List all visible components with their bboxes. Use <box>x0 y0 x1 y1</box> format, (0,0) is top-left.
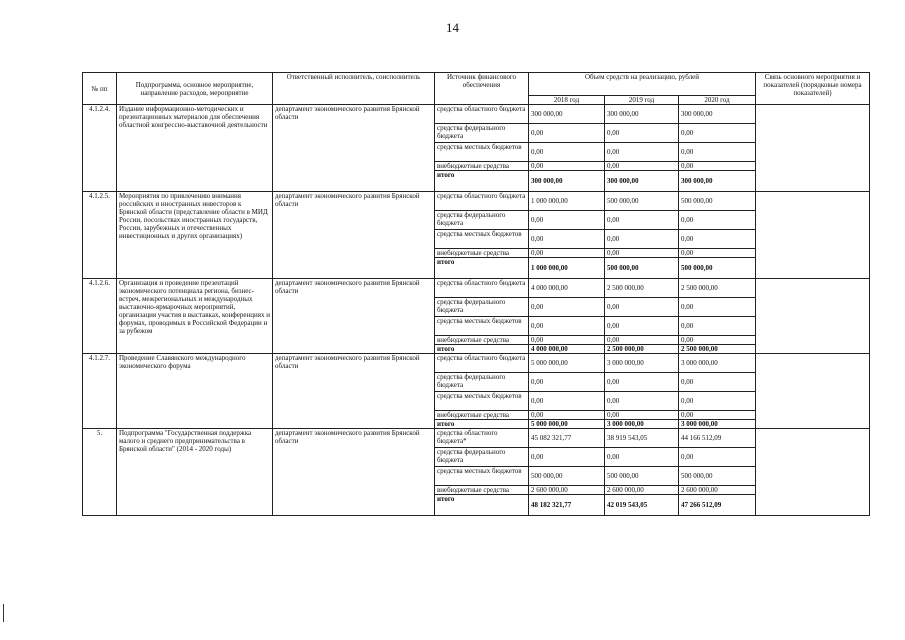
amount-2018: 2 600 000,00 <box>529 486 605 495</box>
funding-source: средства областного бюджета <box>435 279 529 298</box>
amount-2020: 0,00 <box>679 143 756 162</box>
funding-source: итого <box>435 495 529 516</box>
row-code: 4.1.2.5. <box>83 192 117 279</box>
funding-source: средства местных бюджетов <box>435 317 529 336</box>
amount-2019: 2 500 000,00 <box>605 345 679 354</box>
amount-2018: 0,00 <box>529 162 605 171</box>
amount-2019: 0,00 <box>605 448 679 467</box>
amount-2020: 2 600 000,00 <box>679 486 756 495</box>
amount-2018: 500 000,00 <box>529 467 605 486</box>
table-body <box>83 105 870 516</box>
row-indicator-link <box>756 279 870 354</box>
table-row <box>83 354 870 373</box>
amount-2019: 42 019 543,05 <box>605 495 679 516</box>
amount-2018: 48 182 321,77 <box>529 495 605 516</box>
amount-2018: 1 000 000,00 <box>529 192 605 211</box>
col-header-link: Связь основного мероприятия и показателей (порядковые номера показателей) <box>756 73 870 105</box>
amount-2019: 500 000,00 <box>605 467 679 486</box>
amount-2019: 300 000,00 <box>605 171 679 192</box>
funding-source: средства федерального бюджета <box>435 298 529 317</box>
amount-2020: 300 000,00 <box>679 171 756 192</box>
amount-2018: 0,00 <box>529 230 605 249</box>
col-header-2020: 2020 год <box>679 96 756 105</box>
funding-source: внебюджетные средства <box>435 162 529 171</box>
col-header-2018: 2018 год <box>529 96 605 105</box>
amount-2018: 0,00 <box>529 317 605 336</box>
col-header-2019: 2019 год <box>605 96 679 105</box>
funding-source: внебюджетные средства <box>435 411 529 420</box>
funding-source: средства областного бюджета <box>435 105 529 124</box>
row-indicator-link <box>756 192 870 279</box>
amount-2019: 2 600 000,00 <box>605 486 679 495</box>
amount-2019: 0,00 <box>605 336 679 345</box>
amount-2019: 38 919 543,05 <box>605 429 679 448</box>
row-executor: департамент экономического развития Брянской области <box>273 354 435 429</box>
funding-source: внебюджетные средства <box>435 336 529 345</box>
funding-source: средства областного бюджета <box>435 192 529 211</box>
amount-2018: 0,00 <box>529 249 605 258</box>
row-activity-name: Мероприятия по привлечению внимания российских и иностранных инвесторов к Брянской области (представление области в МИД России, посольствах иностранных государств, России, зарубежных и отечественных инвестиционных и других организациях) <box>117 192 273 279</box>
amount-2018: 0,00 <box>529 124 605 143</box>
amount-2019: 2 500 000,00 <box>605 279 679 298</box>
amount-2020: 0,00 <box>679 249 756 258</box>
amount-2020: 0,00 <box>679 392 756 411</box>
row-activity-name: Подпрограмма "Государственная поддержка малого и среднего предпринимательства в Брянской области" (2014 - 2020 годы) <box>117 429 273 516</box>
amount-2018: 0,00 <box>529 411 605 420</box>
amount-2020: 44 166 512,09 <box>679 429 756 448</box>
funding-source: итого <box>435 258 529 279</box>
amount-2019: 0,00 <box>605 249 679 258</box>
amount-2018: 0,00 <box>529 373 605 392</box>
amount-2020: 500 000,00 <box>679 192 756 211</box>
amount-2020: 2 500 000,00 <box>679 345 756 354</box>
funding-source: средства областного бюджета <box>435 354 529 373</box>
amount-2019: 500 000,00 <box>605 192 679 211</box>
amount-2019: 0,00 <box>605 298 679 317</box>
amount-2019: 0,00 <box>605 392 679 411</box>
funding-source: средства областного бюджета* <box>435 429 529 448</box>
amount-2020: 500 000,00 <box>679 467 756 486</box>
amount-2019: 0,00 <box>605 230 679 249</box>
amount-2019: 0,00 <box>605 211 679 230</box>
amount-2018: 45 082 321,77 <box>529 429 605 448</box>
amount-2018: 4 000 000,00 <box>529 345 605 354</box>
funding-source: внебюджетные средства <box>435 249 529 258</box>
amount-2020: 3 000 000,00 <box>679 420 756 429</box>
amount-2018: 4 000 000,00 <box>529 279 605 298</box>
row-code: 4.1.2.6. <box>83 279 117 354</box>
row-code: 5. <box>83 429 117 516</box>
row-indicator-link <box>756 105 870 192</box>
row-indicator-link <box>756 429 870 516</box>
row-code: 4.1.2.7. <box>83 354 117 429</box>
row-executor: департамент экономического развития Брянской области <box>273 192 435 279</box>
amount-2020: 0,00 <box>679 317 756 336</box>
amount-2019: 0,00 <box>605 411 679 420</box>
table-row <box>83 279 870 298</box>
row-indicator-link <box>756 354 870 429</box>
amount-2020: 0,00 <box>679 230 756 249</box>
funding-source: средства федерального бюджета <box>435 448 529 467</box>
table-row <box>83 105 870 124</box>
amount-2019: 0,00 <box>605 143 679 162</box>
row-executor: департамент экономического развития Брянской области <box>273 279 435 354</box>
amount-2020: 0,00 <box>679 373 756 392</box>
col-header-executor: Ответственный исполнитель, соисполнитель <box>273 73 435 105</box>
funding-source: средства федерального бюджета <box>435 373 529 392</box>
funding-source: средства местных бюджетов <box>435 143 529 162</box>
row-executor: департамент экономического развития Брянской области <box>273 105 435 192</box>
table-row <box>83 192 870 211</box>
amount-2020: 0,00 <box>679 298 756 317</box>
funding-source: итого <box>435 171 529 192</box>
amount-2018: 300 000,00 <box>529 171 605 192</box>
funding-source: итого <box>435 420 529 429</box>
amount-2020: 300 000,00 <box>679 105 756 124</box>
amount-2018: 0,00 <box>529 392 605 411</box>
budget-table <box>82 72 870 516</box>
amount-2019: 0,00 <box>605 373 679 392</box>
funding-source: внебюджетные средства <box>435 486 529 495</box>
amount-2019: 500 000,00 <box>605 258 679 279</box>
amount-2018: 5 000 000,00 <box>529 420 605 429</box>
amount-2020: 0,00 <box>679 448 756 467</box>
amount-2020: 3 000 000,00 <box>679 354 756 373</box>
scan-edge-mark <box>3 604 4 622</box>
funding-source: средства федерального бюджета <box>435 211 529 230</box>
row-activity-name: Проведение Славянского международного экономического форума <box>117 354 273 429</box>
row-code: 4.1.2.4. <box>83 105 117 192</box>
amount-2020: 0,00 <box>679 336 756 345</box>
amount-2018: 0,00 <box>529 298 605 317</box>
row-activity-name: Издание информационно-методических и презентационных материалов для обеспечения областной конгрессно-выставочной деятельности <box>117 105 273 192</box>
amount-2018: 0,00 <box>529 448 605 467</box>
amount-2020: 0,00 <box>679 124 756 143</box>
funding-source: средства федерального бюджета <box>435 124 529 143</box>
amount-2020: 500 000,00 <box>679 258 756 279</box>
amount-2019: 0,00 <box>605 317 679 336</box>
amount-2018: 0,00 <box>529 211 605 230</box>
amount-2020: 2 500 000,00 <box>679 279 756 298</box>
page-number: 14 <box>446 20 459 35</box>
amount-2019: 0,00 <box>605 162 679 171</box>
funding-source: итого <box>435 345 529 354</box>
amount-2019: 3 000 000,00 <box>605 420 679 429</box>
row-activity-name: Организация и проведение презентаций экономического потенциала региона, бизнес-встреч, межрегиональных и международных выставочно-ярмарочных мероприятий, организация участия в выставках, конференциях и форумах, проводимых в Российской Федерации и за рубежом <box>117 279 273 354</box>
amount-2020: 0,00 <box>679 211 756 230</box>
funding-source: средства местных бюджетов <box>435 230 529 249</box>
amount-2018: 5 000 000,00 <box>529 354 605 373</box>
funding-source: средства местных бюджетов <box>435 467 529 486</box>
col-header-num: № пп <box>83 73 117 105</box>
col-header-subprogram: Подпрограмма, основное мероприятие, направление расходов, мероприятие <box>117 73 273 105</box>
col-header-source: Источник финансового обеспечения <box>435 73 529 105</box>
amount-2020: 47 266 512,09 <box>679 495 756 516</box>
amount-2018: 0,00 <box>529 143 605 162</box>
amount-2018: 1 000 000,00 <box>529 258 605 279</box>
header-row <box>83 73 870 96</box>
row-executor: департамент экономического развития Брянской области <box>273 429 435 516</box>
amount-2019: 3 000 000,00 <box>605 354 679 373</box>
amount-2020: 0,00 <box>679 411 756 420</box>
funding-source: средства местных бюджетов <box>435 392 529 411</box>
amount-2019: 0,00 <box>605 124 679 143</box>
table-row <box>83 429 870 448</box>
amount-2020: 0,00 <box>679 162 756 171</box>
amount-2019: 300 000,00 <box>605 105 679 124</box>
col-header-volume: Объем средств на реализацию, рублей <box>529 73 756 96</box>
amount-2018: 0,00 <box>529 336 605 345</box>
amount-2018: 300 000,00 <box>529 105 605 124</box>
